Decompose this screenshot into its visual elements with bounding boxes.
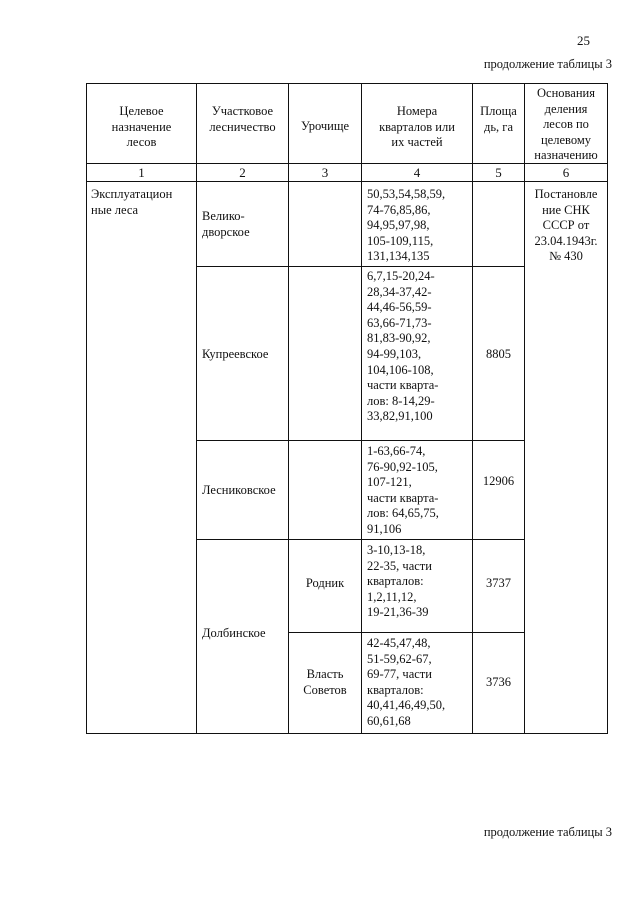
cell-area: 3737: [486, 576, 511, 590]
continuation-label-top: продолжение таблицы 3: [483, 57, 612, 71]
cell-area: 12906: [482, 474, 515, 488]
cell-basis: Постановле ние СНК СССР от 23.04.1943г. № 430: [534, 187, 598, 264]
cell-purpose: Эксплуатацион ные леса: [91, 187, 173, 217]
header-quarters: Номера кварталов или их частей: [379, 104, 455, 150]
table-border-bottom: [86, 733, 608, 734]
header-forestry: Участковое лесничество: [209, 104, 276, 134]
column-number: 4: [413, 165, 421, 180]
column-number: 3: [321, 165, 329, 180]
cell-forestry: Велико- дворское: [202, 209, 250, 239]
column-number: 1: [138, 165, 145, 180]
cell-tract: Родник: [305, 576, 345, 590]
cell-forestry: Долбинское: [202, 626, 266, 640]
header-tract: Урочище: [300, 119, 350, 133]
col-border-6: [607, 83, 608, 734]
page-number: 25: [577, 33, 590, 48]
table-border-top: [86, 83, 608, 84]
col-border-4: [472, 83, 473, 734]
cell-forestry: Лесниковское: [202, 483, 276, 497]
cell-quarters: 42-45,47,48, 51-59,62-67, 69-77, части кварталов: 40,41,46,49,50, 60,61,68: [367, 636, 446, 728]
col-border-3: [361, 83, 362, 734]
cell-quarters: 6,7,15-20,24- 28,34-37,42- 44,46-56,59- 63,66-71,73- 81,83-90,92, 94-99,103, 104,106-108, части кварта- лов: 8-14,29- 33,82,91,100: [367, 269, 439, 424]
cell-quarters: 3-10,13-18, 22-35, части кварталов: 1,2,11,12, 19-21,36-39: [367, 543, 432, 620]
continuation-label-bottom: продолжение таблицы 3: [483, 825, 612, 839]
col-border-2: [288, 83, 289, 734]
column-number: 2: [239, 165, 246, 180]
header-area: Площа дь, га: [480, 104, 517, 134]
cell-tract: Власть Советов: [303, 667, 347, 697]
col-border-1: [196, 83, 197, 734]
column-number: 5: [495, 165, 502, 180]
row-divider-4: [288, 632, 525, 633]
col-border-0: [86, 83, 87, 734]
col-border-5: [524, 83, 525, 734]
cell-quarters: 50,53,54,58,59, 74-76,85,86, 94,95,97,98, 105-109,115, 131,134,135: [367, 187, 446, 264]
cell-quarters: 1-63,66-74, 76-90,92-105, 107-121, части кварта- лов: 64,65,75, 91,106: [367, 444, 439, 536]
cell-forestry: Купреевское: [202, 347, 269, 361]
header-purpose: Целевое назначение лесов: [111, 104, 172, 150]
cell-area: 3736: [486, 675, 511, 689]
table-3-continuation: [86, 83, 608, 734]
header-basis: Основания деления лесов по целевому назначению: [534, 86, 598, 163]
cell-area: 8805: [486, 347, 511, 361]
column-number: 6: [562, 165, 570, 180]
column-number-divider: [86, 181, 608, 182]
